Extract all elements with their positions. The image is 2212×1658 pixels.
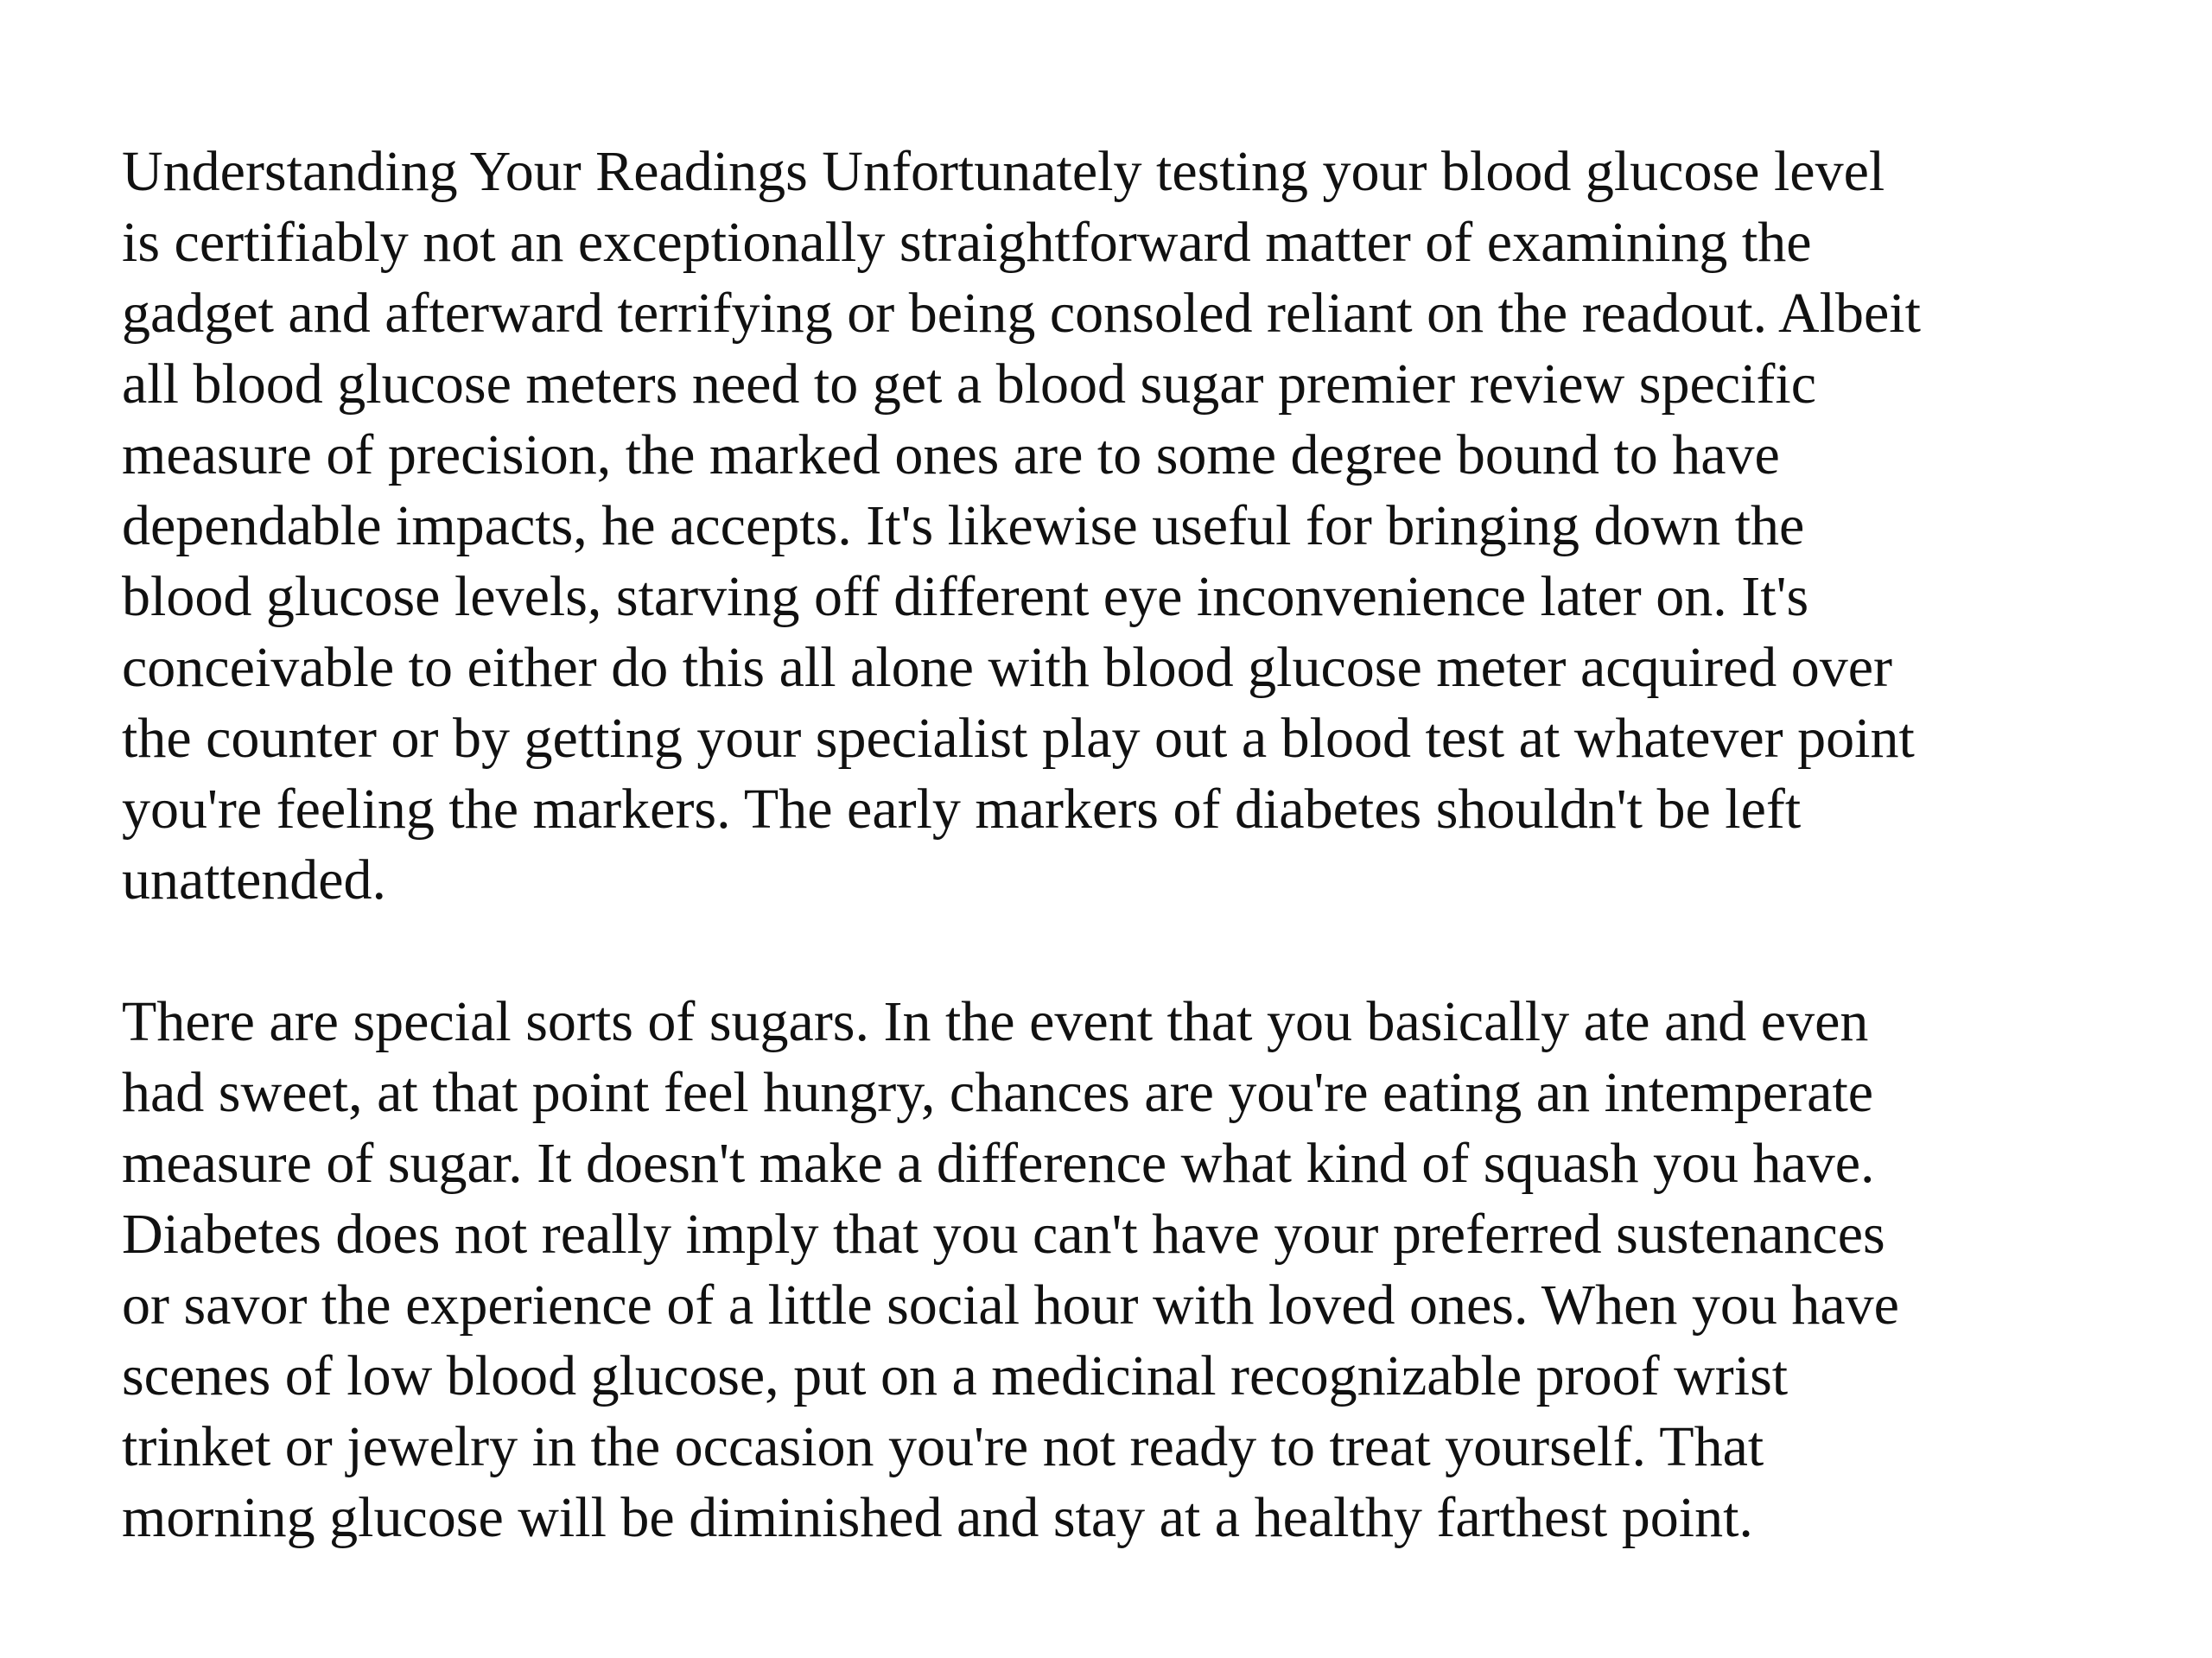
text-line: scenes of low blood glucose, put on a medicinal recognizable proof wrist xyxy=(122,1344,1789,1407)
document-body xyxy=(122,137,2135,1553)
text-line: gadget and afterward terrifying or being consoled reliant on the readout. Albeit xyxy=(122,282,1921,345)
text-line: There are special sorts of sugars. In the event that you basically ate and even xyxy=(122,990,1869,1053)
text-line: morning glucose will be diminished and stay at a healthy farthest point. xyxy=(122,1486,1753,1549)
text-line: Diabetes does not really imply that you can't have your preferred sustenances xyxy=(122,1203,1885,1266)
text-line: Understanding Your Readings Unfortunately testing your blood glucose level xyxy=(122,140,1885,203)
text-line: trinket or jewelry in the occasion you're not ready to treat yourself. That xyxy=(122,1415,1764,1478)
text-line: all blood glucose meters need to get a blood sugar premier review specific xyxy=(122,353,1816,416)
text-line: the counter or by getting your specialist play out a blood test at whatever point xyxy=(122,707,1915,770)
text-line: unattended. xyxy=(122,848,387,912)
paragraph-2 xyxy=(122,987,2135,1553)
text-line: you're feeling the markers. The early markers of diabetes shouldn't be left xyxy=(122,778,1802,841)
text-line: had sweet, at that point feel hungry, chances are you're eating an intemperate xyxy=(122,1061,1874,1124)
text-line: measure of precision, the marked ones are to some degree bound to have xyxy=(122,423,1780,486)
text-line: is certifiably not an exceptionally straightforward matter of examining the xyxy=(122,211,1812,274)
text-line: or savor the experience of a little social hour with loved ones. When you have xyxy=(122,1274,1899,1337)
text-line: conceivable to either do this all alone with blood glucose meter acquired over xyxy=(122,636,1892,699)
text-line: dependable impacts, he accepts. It's likewise useful for bringing down the xyxy=(122,494,1805,557)
text-line: measure of sugar. It doesn't make a difference what kind of squash you have. xyxy=(122,1132,1875,1195)
text-line: blood glucose levels, starving off different eye inconvenience later on. It's xyxy=(122,565,1809,628)
paragraph-spacer xyxy=(122,916,2135,987)
paragraph-1 xyxy=(122,137,2135,916)
